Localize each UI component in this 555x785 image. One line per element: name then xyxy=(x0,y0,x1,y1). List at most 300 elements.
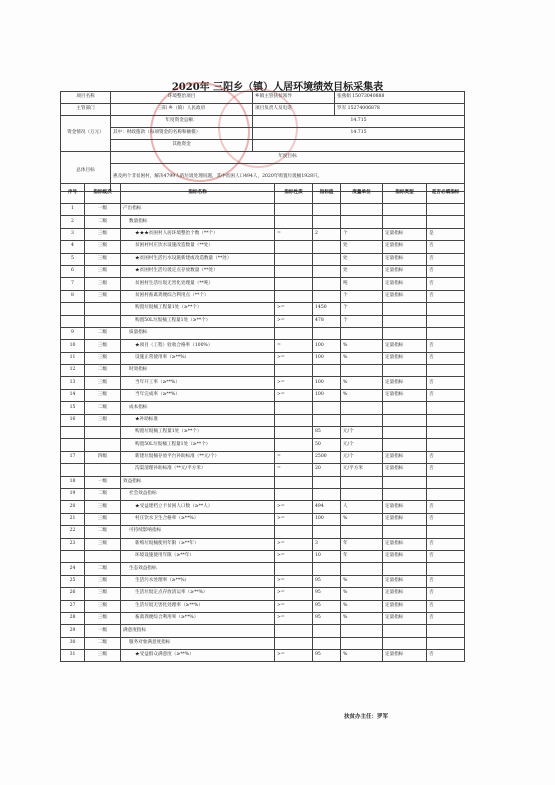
row-name: 生活垃圾无害化处理率（≥**%） xyxy=(121,600,275,612)
row-number: 23 xyxy=(61,538,85,550)
row-number xyxy=(61,427,85,439)
row-property: = xyxy=(275,228,313,240)
row-property xyxy=(275,216,313,228)
row-level: 三级 xyxy=(85,501,121,513)
row-property: >= xyxy=(275,513,313,525)
row-number: 14 xyxy=(61,389,85,401)
row-level: 二级 xyxy=(85,526,121,538)
row-property: >= xyxy=(275,575,313,587)
row-type xyxy=(383,526,427,538)
table-row xyxy=(61,389,465,401)
row-name: ★★★贫困村人居环境整治个数（**个） xyxy=(121,228,275,240)
row-level: 三级 xyxy=(85,241,121,253)
table-row xyxy=(61,377,465,389)
row-required: 否 xyxy=(427,352,465,364)
row-value xyxy=(313,414,341,426)
table-row xyxy=(61,204,465,216)
row-unit: 处 xyxy=(341,265,383,277)
row-level: 一级 xyxy=(85,476,121,488)
row-property: = xyxy=(275,340,313,352)
row-required: 否 xyxy=(427,575,465,587)
row-type: 定量指标 xyxy=(383,501,427,513)
row-value xyxy=(313,526,341,538)
row-type: 定量指标 xyxy=(383,241,427,253)
row-type: 定量指标 xyxy=(383,389,427,401)
row-unit xyxy=(341,414,383,426)
row-name: 生态效益指标 xyxy=(121,563,275,575)
table-row xyxy=(61,228,465,240)
row-property xyxy=(275,476,313,488)
row-level: 一级 xyxy=(85,625,121,637)
row-unit: % xyxy=(341,513,383,525)
row-unit xyxy=(341,476,383,488)
row-type xyxy=(383,402,427,414)
row-name: ★受益群众满意度（≥**%） xyxy=(121,650,275,662)
row-value xyxy=(313,253,341,265)
row-unit: 个 xyxy=(341,290,383,302)
row-unit: 个 xyxy=(341,315,383,327)
row-unit: % xyxy=(341,575,383,587)
leader-label: 乡镇主管扶贫领导 xyxy=(253,92,335,104)
row-name: 购置垃圾桶工程量1处（≥**个） xyxy=(121,303,275,315)
row-level: 三级 xyxy=(85,513,121,525)
row-number: 19 xyxy=(61,488,85,500)
row-number: 10 xyxy=(61,340,85,352)
row-name: 时效指标 xyxy=(121,365,275,377)
row-type: 定量指标 xyxy=(383,352,427,364)
header-unit: 度量单位 xyxy=(341,184,383,204)
table-row xyxy=(61,241,465,253)
row-value xyxy=(313,327,341,339)
row-name: 环境设施使用年限（≥**年） xyxy=(121,550,275,562)
row-type: 定量指标 xyxy=(383,377,427,389)
header-no: 序号 xyxy=(61,184,85,204)
row-unit: % xyxy=(341,588,383,600)
row-name: 贫困村畜禽粪便综合利用点（**个） xyxy=(121,290,275,302)
row-name: ★项目（工程）验收合格率（100%） xyxy=(121,340,275,352)
header-property: 指标性质 xyxy=(275,184,313,204)
row-type: 定量指标 xyxy=(383,464,427,476)
fiscal: 14.715 xyxy=(253,128,465,140)
row-value: 85 xyxy=(313,427,341,439)
row-number xyxy=(61,315,85,327)
row-name: ★补助标准 xyxy=(121,414,275,426)
row-number: 3 xyxy=(61,228,85,240)
row-property: >= xyxy=(275,538,313,550)
row-level: 三级 xyxy=(85,650,121,662)
table-row xyxy=(61,563,465,575)
row-level xyxy=(85,315,121,327)
info-row-dept xyxy=(61,104,465,116)
row-unit: 吨 xyxy=(341,278,383,290)
info-row-fiscal xyxy=(61,128,465,140)
row-name: 质量指标 xyxy=(121,327,275,339)
row-number: 30 xyxy=(61,637,85,649)
row-property: >= xyxy=(275,352,313,364)
row-unit: 年 xyxy=(341,550,383,562)
row-value xyxy=(313,563,341,575)
row-value: 3 xyxy=(313,538,341,550)
owner: 罗军 15274006878 xyxy=(335,104,465,116)
row-type: 定量指标 xyxy=(383,612,427,624)
row-value xyxy=(313,402,341,414)
row-unit xyxy=(341,327,383,339)
row-type: 定量指标 xyxy=(383,265,427,277)
table-row xyxy=(61,600,465,612)
row-required xyxy=(427,414,465,426)
row-unit: 个 xyxy=(341,303,383,315)
row-name: ★贫困村生活垃圾定点存放数量（**处） xyxy=(121,265,275,277)
row-unit xyxy=(341,365,383,377)
row-name: 生活垃圾定点存放清运率（≥**%） xyxy=(121,588,275,600)
row-property xyxy=(275,204,313,216)
row-property: = xyxy=(275,464,313,476)
row-type: 定量指标 xyxy=(383,588,427,600)
row-value: 95 xyxy=(313,650,341,662)
row-name: 购置50L垃圾桶工程量1处（≥**个） xyxy=(121,315,275,327)
row-level: 三级 xyxy=(85,600,121,612)
row-level: 三级 xyxy=(85,278,121,290)
row-required xyxy=(427,476,465,488)
row-required: 否 xyxy=(427,265,465,277)
row-level: 三级 xyxy=(85,612,121,624)
row-type xyxy=(383,488,427,500)
row-level xyxy=(85,303,121,315)
row-number: 11 xyxy=(61,352,85,364)
row-number: 15 xyxy=(61,402,85,414)
goal-label: 年度目标 xyxy=(111,152,465,164)
row-level: 二级 xyxy=(85,402,121,414)
row-unit: 元/个 xyxy=(341,451,383,463)
row-type xyxy=(383,427,427,439)
row-level: 三级 xyxy=(85,352,121,364)
row-number: 8 xyxy=(61,290,85,302)
row-required: 否 xyxy=(427,278,465,290)
row-number xyxy=(61,550,85,562)
table-row xyxy=(61,278,465,290)
row-value: 100 xyxy=(313,340,341,352)
footer-signature: 扶贫办主任：罗军 xyxy=(344,714,389,720)
row-number: 18 xyxy=(61,476,85,488)
row-level xyxy=(85,439,121,451)
row-level: 三级 xyxy=(85,290,121,302)
row-unit: 元/个 xyxy=(341,439,383,451)
row-required xyxy=(427,216,465,228)
row-level: 三级 xyxy=(85,588,121,600)
row-name: ★受益建档立卡贫困人口数（≥**人） xyxy=(121,501,275,513)
row-unit xyxy=(341,563,383,575)
row-property: >= xyxy=(275,600,313,612)
table-row xyxy=(61,476,465,488)
row-level: 一级 xyxy=(85,204,121,216)
annual-total: 14.715 xyxy=(253,116,465,128)
row-property xyxy=(275,402,313,414)
row-type xyxy=(383,303,427,315)
row-type: 定量指标 xyxy=(383,451,427,463)
row-type xyxy=(383,637,427,649)
row-required xyxy=(427,204,465,216)
row-type xyxy=(383,204,427,216)
row-value xyxy=(313,488,341,500)
row-property xyxy=(275,526,313,538)
row-value xyxy=(313,204,341,216)
table-row xyxy=(61,216,465,228)
header-level: 指标级次 xyxy=(85,184,121,204)
table-row xyxy=(61,303,465,315)
row-property: >= xyxy=(275,650,313,662)
row-value xyxy=(313,216,341,228)
row-unit: % xyxy=(341,389,383,401)
row-value xyxy=(313,625,341,637)
row-level: 三级 xyxy=(85,389,121,401)
row-property: >= xyxy=(275,389,313,401)
table-row xyxy=(61,414,465,426)
row-number: 22 xyxy=(61,526,85,538)
header-value: 指标值 xyxy=(313,184,341,204)
row-type: 定量指标 xyxy=(383,650,427,662)
row-property: >= xyxy=(275,315,313,327)
project-name: 环境整治项目 xyxy=(111,92,253,104)
row-number: 2 xyxy=(61,216,85,228)
row-required xyxy=(427,439,465,451)
row-value: 95 xyxy=(313,600,341,612)
row-number: 7 xyxy=(61,278,85,290)
row-name: 新建垃圾桶存放平台补助标准（**元/个） xyxy=(121,451,275,463)
row-value xyxy=(313,476,341,488)
row-name: 村庄饮水卫生合格率（≥**%） xyxy=(121,513,275,525)
row-unit xyxy=(341,402,383,414)
row-unit: % xyxy=(341,612,383,624)
row-level xyxy=(85,550,121,562)
table-row xyxy=(61,265,465,277)
row-number: 1 xyxy=(61,204,85,216)
row-unit: % xyxy=(341,340,383,352)
row-level: 二级 xyxy=(85,488,121,500)
table-row xyxy=(61,427,465,439)
row-property xyxy=(275,290,313,302)
table-row xyxy=(61,290,465,302)
row-value: 100 xyxy=(313,352,341,364)
row-required xyxy=(427,563,465,575)
row-unit: 元/平方米 xyxy=(341,464,383,476)
row-unit xyxy=(341,526,383,538)
goal-text: 惠及两个非贫困村，解决4799人的垃圾处理问题，其中贫困人口494人，2020年购置垃圾桶1928只。 xyxy=(111,164,465,192)
table-row xyxy=(61,501,465,513)
info-row-goal-header xyxy=(61,152,465,164)
row-property: >= xyxy=(275,612,313,624)
row-number: 24 xyxy=(61,563,85,575)
row-value xyxy=(313,290,341,302)
row-type xyxy=(383,365,427,377)
row-value: 10 xyxy=(313,550,341,562)
row-required: 否 xyxy=(427,550,465,562)
row-number: 6 xyxy=(61,265,85,277)
row-name: 购置50L垃圾桶工程量1处（≥**个） xyxy=(121,439,275,451)
row-property: >= xyxy=(275,588,313,600)
row-number: 29 xyxy=(61,625,85,637)
table-row xyxy=(61,538,465,550)
row-type xyxy=(383,563,427,575)
row-level: 二级 xyxy=(85,637,121,649)
row-property: >= xyxy=(275,377,313,389)
row-number: 13 xyxy=(61,377,85,389)
row-unit: 年 xyxy=(341,538,383,550)
goal-label-left: 总体目标 xyxy=(61,152,111,192)
info-row-other xyxy=(61,140,465,152)
row-property xyxy=(275,265,313,277)
row-level: 三级 xyxy=(85,265,121,277)
other-value xyxy=(253,140,465,152)
row-required: 否 xyxy=(427,588,465,600)
row-required: 否 xyxy=(427,290,465,302)
row-property: >= xyxy=(275,550,313,562)
table-row xyxy=(61,575,465,587)
row-required: 否 xyxy=(427,377,465,389)
row-property xyxy=(275,563,313,575)
row-type xyxy=(383,439,427,451)
row-type: 定量指标 xyxy=(383,550,427,562)
row-required: 否 xyxy=(427,538,465,550)
annual-total-label: 年度资金总额： xyxy=(111,116,253,128)
row-unit xyxy=(341,488,383,500)
row-value: 2 xyxy=(313,228,341,240)
row-number: 17 xyxy=(61,451,85,463)
row-property: >= xyxy=(275,501,313,513)
row-property xyxy=(275,327,313,339)
header-type: 指标类型 xyxy=(383,184,427,204)
row-type: 定量指标 xyxy=(383,340,427,352)
table-row xyxy=(61,612,465,624)
row-value: 95 xyxy=(313,588,341,600)
row-number xyxy=(61,464,85,476)
row-level: 四级 xyxy=(85,451,121,463)
row-value xyxy=(313,637,341,649)
table-row xyxy=(61,365,465,377)
page-title: 2020年 三阳乡（镇）人居环境绩效目标采集表 xyxy=(171,82,384,93)
info-row-annual xyxy=(61,116,465,128)
row-name: 效益指标 xyxy=(121,476,275,488)
row-number: 4 xyxy=(61,241,85,253)
row-type: 定量指标 xyxy=(383,228,427,240)
row-level: 三级 xyxy=(85,414,121,426)
row-number: 21 xyxy=(61,513,85,525)
row-unit xyxy=(341,625,383,637)
table-row xyxy=(61,637,465,649)
row-name: 新购垃圾桶使用年限（≥**年） xyxy=(121,538,275,550)
row-required xyxy=(427,526,465,538)
row-unit: % xyxy=(341,600,383,612)
row-property: = xyxy=(275,451,313,463)
row-value: 50 xyxy=(313,439,341,451)
header-name: 指标名称 xyxy=(121,184,275,204)
table-row xyxy=(61,464,465,476)
table-row xyxy=(61,253,465,265)
row-value: 100 xyxy=(313,389,341,401)
row-required xyxy=(427,625,465,637)
row-required: 否 xyxy=(427,464,465,476)
row-number: 26 xyxy=(61,588,85,600)
row-property xyxy=(275,637,313,649)
row-value: 100 xyxy=(313,377,341,389)
row-property: >= xyxy=(275,303,313,315)
row-type: 定量指标 xyxy=(383,253,427,265)
row-type: 定量指标 xyxy=(383,538,427,550)
row-name: 满意度指标 xyxy=(121,625,275,637)
row-unit: 个 xyxy=(341,228,383,240)
row-number: 5 xyxy=(61,253,85,265)
row-property xyxy=(275,427,313,439)
row-required xyxy=(427,488,465,500)
row-value: 20 xyxy=(313,464,341,476)
table-row xyxy=(61,588,465,600)
other-label: 其他资金 xyxy=(111,140,253,152)
row-level: 三级 xyxy=(85,377,121,389)
row-required xyxy=(427,365,465,377)
row-name: 当年开工率（≥**%） xyxy=(121,377,275,389)
row-name: 数量指标 xyxy=(121,216,275,228)
row-type: 定量指标 xyxy=(383,290,427,302)
row-required: 否 xyxy=(427,241,465,253)
row-type: 定量指标 xyxy=(383,575,427,587)
row-unit: % xyxy=(341,352,383,364)
row-type xyxy=(383,315,427,327)
row-number: 27 xyxy=(61,600,85,612)
row-value: 1450 xyxy=(313,303,341,315)
project-name-label: 项目名称 xyxy=(61,92,111,104)
row-number: 25 xyxy=(61,575,85,587)
row-value xyxy=(313,241,341,253)
dept-label: 主管部门 xyxy=(61,104,111,116)
fiscal-label: 其中：财政拨款（每项资金的名称和额模） xyxy=(111,128,253,140)
row-type: 定量指标 xyxy=(383,278,427,290)
row-required: 否 xyxy=(427,513,465,525)
funds-label: 资金情况（万元） xyxy=(61,116,111,152)
leader: 张燕娟 15073040888 xyxy=(335,92,465,104)
row-number: 9 xyxy=(61,327,85,339)
table-row xyxy=(61,340,465,352)
table-row xyxy=(61,650,465,662)
table-row xyxy=(61,451,465,463)
row-name: 沟渠清理补助标准（**元/平方米） xyxy=(121,464,275,476)
row-name: 服务对象满意度指标 xyxy=(121,637,275,649)
row-required: 否 xyxy=(427,451,465,463)
row-required xyxy=(427,315,465,327)
row-level: 三级 xyxy=(85,253,121,265)
table-row xyxy=(61,327,465,339)
table-row xyxy=(61,488,465,500)
owner-label: 项目负责人及电话 xyxy=(253,104,335,116)
row-required xyxy=(427,402,465,414)
row-type xyxy=(383,414,427,426)
row-property xyxy=(275,253,313,265)
row-level: 三级 xyxy=(85,538,121,550)
row-value xyxy=(313,278,341,290)
row-name: 产出指标 xyxy=(121,204,275,216)
row-type: 定量指标 xyxy=(383,600,427,612)
indicator-table xyxy=(60,183,465,662)
table-row xyxy=(61,513,465,525)
row-number: 28 xyxy=(61,612,85,624)
row-value xyxy=(313,265,341,277)
table-row xyxy=(61,625,465,637)
info-table xyxy=(60,91,465,192)
row-name: 贫困村村庄饮水设施改造数量（**处） xyxy=(121,241,275,253)
row-required: 否 xyxy=(427,650,465,662)
row-level xyxy=(85,427,121,439)
row-required: 否 xyxy=(427,340,465,352)
info-row-project xyxy=(61,92,465,104)
row-type xyxy=(383,476,427,488)
